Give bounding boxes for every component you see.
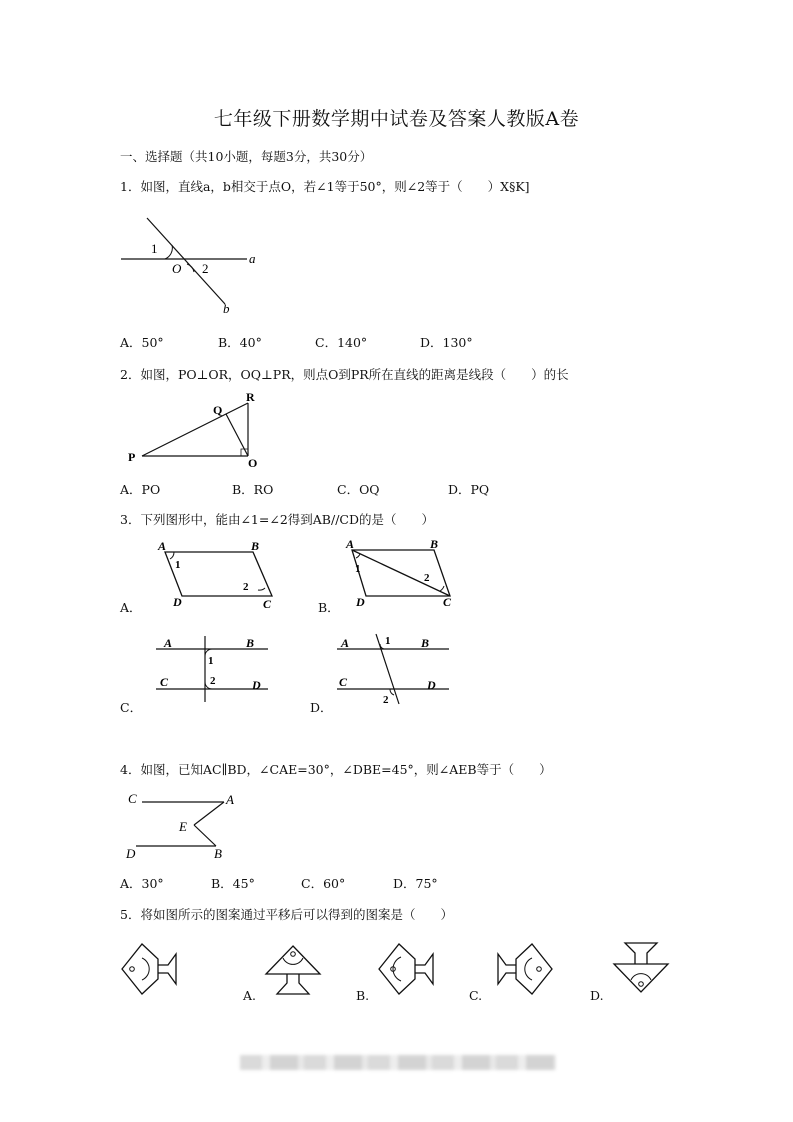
q5-option-b-pattern	[377, 938, 439, 1000]
q2-option-c: C．OQ	[337, 482, 380, 497]
q2-stem: 2．如图，PO⊥OR，OQ⊥PR，则点O到PR所在直线的距离是线段（ ）的长	[120, 367, 569, 382]
q5-option-d-pattern	[610, 940, 672, 1000]
q2-option-b: B．RO	[232, 482, 274, 497]
q1-figure	[115, 210, 275, 320]
q4-point-e: E	[179, 819, 187, 834]
q4-point-a: A	[226, 792, 234, 807]
q5-option-a-label: A.	[243, 988, 257, 1003]
q3d-point-a: A	[341, 636, 350, 650]
q4-point-b: B	[214, 846, 222, 861]
q3d-point-d: D	[427, 678, 436, 692]
q3a-point-c: C	[263, 597, 272, 611]
q3d-point-c: C	[339, 675, 348, 689]
q3-label-b: B．	[318, 600, 340, 615]
q3c-point-c: C	[160, 675, 169, 689]
q1-stem: 1．如图，直线a，b相交于点O，若∠1等于50°，则∠2等于（ ）X§K]	[120, 179, 530, 194]
q2-point-r-label: R	[246, 390, 255, 404]
q1-point-o-label: O	[172, 261, 182, 276]
q3-label-c: C．	[120, 700, 143, 715]
q3a-point-d: D	[173, 595, 182, 609]
q3c-angle-1: 1	[208, 655, 214, 667]
q3c-angle-2: 2	[210, 675, 216, 687]
q4-point-c: C	[128, 791, 137, 806]
q1-angle-2-label: 2	[202, 261, 209, 276]
q2-point-q-label: Q	[213, 403, 223, 417]
q3d-point-b: B	[421, 636, 430, 650]
q1-option-a: A．50°	[120, 335, 164, 350]
q3-label-a: A．	[120, 600, 142, 615]
q3b-point-d: D	[356, 595, 365, 609]
q3-figure-b	[342, 536, 472, 610]
q3d-angle-1: 1	[385, 635, 391, 647]
q3b-angle-1: 1	[355, 563, 361, 575]
q1-line-b-label: b	[223, 301, 230, 316]
q3c-point-b: B	[246, 636, 255, 650]
q5-option-a-pattern	[262, 944, 324, 1004]
q3a-angle-1: 1	[175, 559, 181, 571]
q3a-point-b: B	[251, 539, 260, 553]
q3a-angle-2: 2	[243, 581, 249, 593]
q3b-point-a: A	[346, 537, 355, 551]
page-title: 七年级下册数学期中试卷及答案人教版A卷	[213, 108, 580, 130]
section-heading: 一、选择题（共10小题，每题3分，共30分）	[120, 149, 373, 164]
q3a-point-a: A	[158, 539, 167, 553]
q3b-point-b: B	[430, 537, 439, 551]
q3-figure-a	[155, 538, 285, 610]
q2-figure	[120, 388, 280, 473]
q3-figure-c	[150, 632, 280, 704]
q4-stem: 4．如图，已知AC∥BD，∠CAE=30°，∠DBE=45°，则∠AEB等于（ ）	[120, 762, 552, 777]
q3c-point-a: A	[164, 636, 173, 650]
q2-point-o-label: O	[248, 456, 258, 470]
q4-point-d: D	[126, 846, 136, 861]
q1-line-a-label: a	[249, 251, 256, 266]
q5-option-d-label: D.	[590, 988, 604, 1003]
q3b-angle-2: 2	[424, 572, 430, 584]
q4-option-c: C．60°	[301, 876, 346, 891]
q4-figure	[124, 788, 249, 863]
q5-stem: 5．将如图所示的图案通过平移后可以得到的图案是（ ）	[120, 907, 453, 922]
q1-option-b: B．40°	[218, 335, 262, 350]
q2-option-d: D．PQ	[448, 482, 490, 497]
q3b-point-c: C	[443, 595, 452, 609]
q3d-angle-2: 2	[383, 694, 389, 706]
q5-option-b-label: B.	[356, 988, 370, 1003]
q4-option-d: D．75°	[393, 876, 438, 891]
q1-angle-1-label: 1	[151, 241, 158, 256]
q4-option-a: A．30°	[120, 876, 164, 891]
q5-original-pattern	[120, 938, 182, 1000]
q5-option-c-pattern	[492, 938, 554, 1000]
blurred-footer-watermark	[240, 1055, 556, 1070]
q1-option-d: D．130°	[420, 335, 473, 350]
q3-stem: 3．下列图形中，能由∠1=∠2得到AB//CD的是（ ）	[120, 512, 435, 527]
q4-option-b: B．45°	[211, 876, 255, 891]
q3-label-d: D．	[310, 700, 333, 715]
q2-point-p-label: P	[128, 450, 136, 464]
q2-option-a: A．PO	[120, 482, 161, 497]
q3c-point-d: D	[252, 678, 261, 692]
q1-option-c: C．140°	[315, 335, 368, 350]
q5-option-c-label: C.	[469, 988, 483, 1003]
q3-figure-d	[333, 632, 463, 706]
